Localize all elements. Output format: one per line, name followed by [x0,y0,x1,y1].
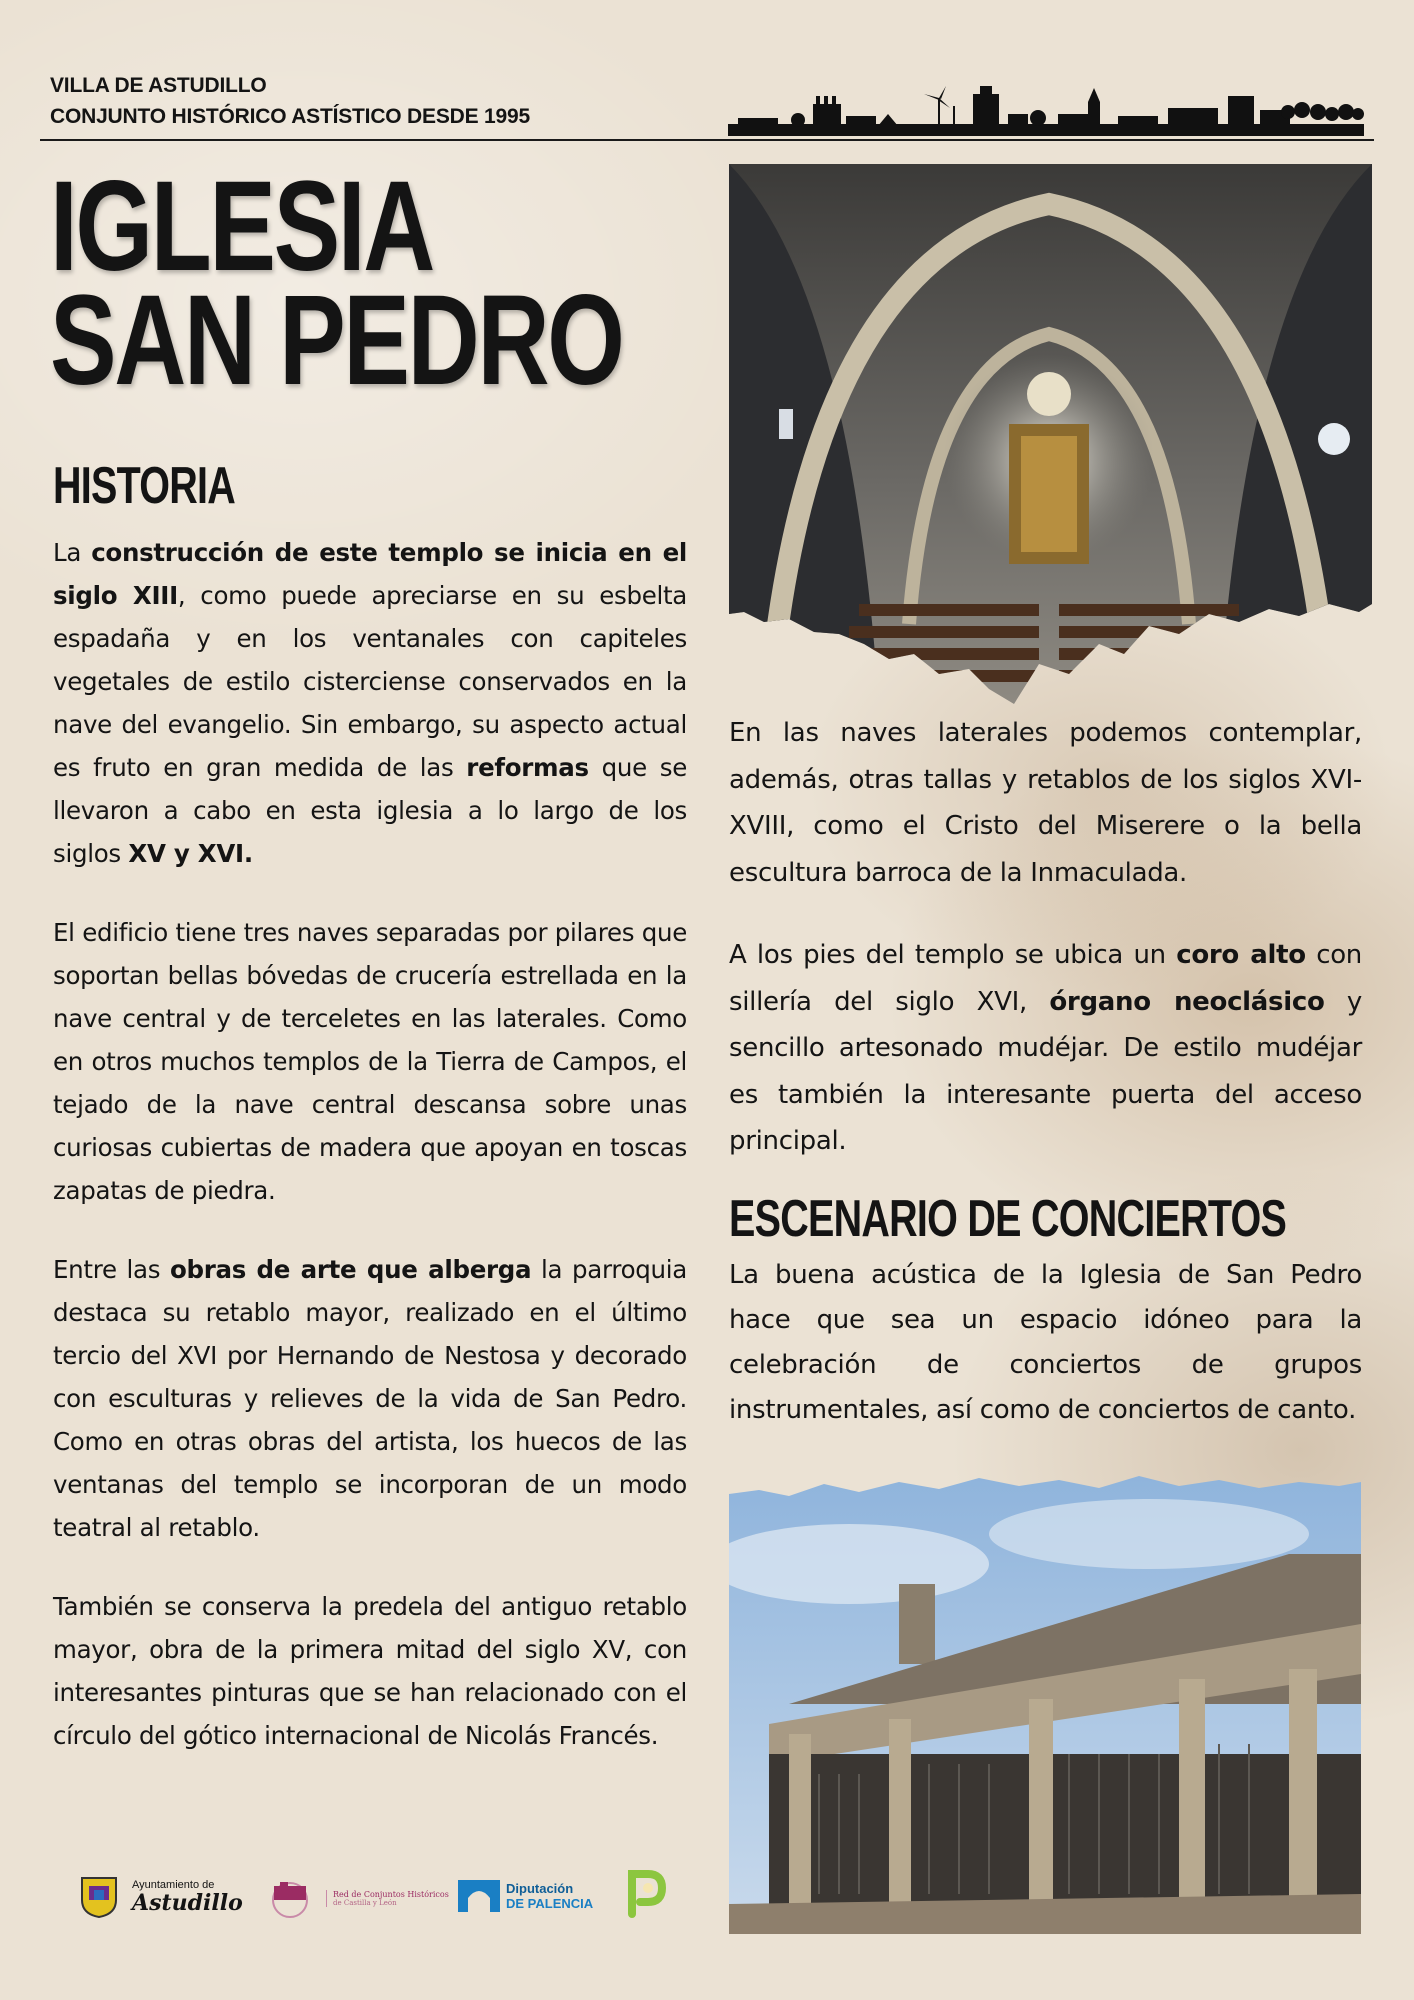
historia-paragraph-1 [53,531,687,875]
text-span: que se llevaron a cabo en esta iglesia a lo largo de los siglos [53,753,688,868]
red-conjuntos-text [326,1890,449,1907]
bold-span: coro alto [1176,940,1306,970]
conciertos-text [729,1253,1362,1433]
green-p-icon [626,1868,668,1918]
astudillo-logo [80,1876,243,1918]
church-exterior-photo [729,1474,1361,1934]
title-line-2: SAN PEDRO [50,269,623,412]
right-paragraph-1: En las naves laterales podemos contemplar, además, otras tallas y retablos de los siglos XVI-XVIII, como el Cristo del Miserere o la bella escultura barroca de la Inmaculada. [729,718,1362,888]
ayto-name-text: Astudillo [132,1890,243,1916]
historia-paragraph-2: El edificio tiene tres naves separadas por pilares que soportan bellas bóvedas de crucería estrellada en la nave central y de terceletes en las laterales. Como en otros muchos templos de la Tierra de Campos, el tejado de la nave central descansa sobre unas curiosas cubiertas de madera que apoyan en toscas zapatas de piedra. [53,918,687,1205]
text-span: con sillería del siglo XVI, [729,940,1362,1017]
church-interior-photo [729,164,1372,704]
text-span: y sencillo artesonado mudéjar. De estilo mudéjar es también la interesante puerta del acceso principal. [729,986,1363,1156]
text-span: La [53,538,92,567]
page-title [50,155,623,412]
historia-paragraph-3 [53,1248,687,1549]
red-conjuntos-logo [260,1878,449,1918]
bold-span: obras de arte que alberga [169,1255,532,1284]
diputacion-logo [458,1880,593,1912]
bold-span: construcción de este templo se inicia en el siglo XIII [53,538,687,610]
historia-paragraph-4: También se conserva la predela del antiguo retablo mayor, obra de la primera mitad del siglo XV, con interesantes pinturas que se han relacionado con el círculo del gótico internacional de Nicolás Francés. [53,1592,687,1750]
astudillo-text [132,1879,243,1915]
red-line-2: de Castilla y León [333,1898,397,1907]
diputacion-arch-icon [458,1880,500,1912]
text-span: , como puede apreciarse en su esbelta espadaña y en los ventanales con capiteles vegetales de estilo cisterciense conservados en la nave del evangelio. Sin embargo, su aspecto actual es fruto en gran medida de las [53,581,687,782]
right-column-text [729,710,1362,1165]
astudillo-shield-icon [80,1876,118,1918]
text-span: Entre las [53,1255,170,1284]
header-divider [40,139,1374,141]
diputacion-text [506,1881,593,1911]
dip-line-1: Diputación [506,1881,574,1896]
bold-span: XV y XVI. [128,839,253,868]
dip-line-2: DE PALENCIA [506,1896,594,1911]
header-text [50,70,530,132]
right-paragraph-2 [729,932,1362,1165]
sponsor-logos [80,1868,680,1928]
bold-span: reformas [466,753,589,782]
historia-text [53,531,687,1757]
header-line-1: VILLA DE ASTUDILLO [50,74,267,97]
bold-span: órgano neoclásico [1049,986,1325,1017]
green-p-logo [626,1868,668,1918]
text-span: A los pies del templo se ubica un [729,940,1177,970]
red-line-1: Red de Conjuntos Históricos [333,1889,449,1899]
text-span: la parroquia destaca su retablo mayor, realizado en el último tercio del XVI por Hernando de Nestosa y decorado con esculturas y relieves de la vida de San Pedro. Como en otras obras del artista, los huecos de las ventanas del templo se incorporan de un modo teatral al retablo. [53,1255,687,1542]
conciertos-heading: ESCENARIO DE CONCIERTOS [729,1190,1287,1248]
historia-heading: HISTORIA [53,457,236,515]
village-skyline-icon [728,84,1364,136]
ayto-small-text: Ayuntamiento de [132,1879,215,1891]
conciertos-paragraph: La buena acústica de la Iglesia de San Pedro hace que sea un espacio idóneo para la celebración de conciertos de grupos instrumentales, así como de conciertos de canto. [729,1260,1362,1425]
red-conjuntos-icon [260,1878,320,1918]
title-line-1: IGLESIA [50,155,434,298]
header-line-2: CONJUNTO HISTÓRICO ASTÍSTICO DESDE 1995 [50,105,530,128]
